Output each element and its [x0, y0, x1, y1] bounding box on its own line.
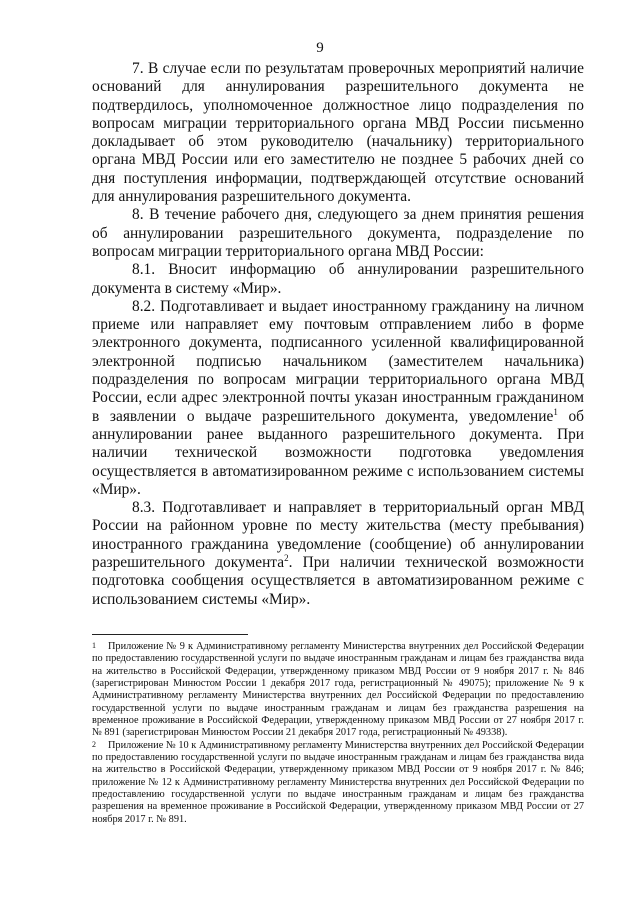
paragraph-8-3-text-b: . При наличии технической возможности подготовка сообщения осуществляется в автоматизированном режиме с использованием системы «Мир». — [92, 554, 584, 608]
document-body — [92, 60, 584, 609]
paragraph-8-2-text-b: об аннулировании ранее выданного разрешительного документа. При наличии технической возможности подготовка уведомления осуществляется в автоматизированном режиме с использованием системы «Мир». — [92, 407, 584, 498]
footnote-2 — [92, 740, 584, 826]
page-number: 9 — [316, 40, 324, 56]
footnote-1 — [92, 641, 584, 740]
paragraph-8: 8. В течение рабочего дня, следующего за днем принятия решения об аннулировании разрешительного документа, подразделение по вопросам миграции территориального органа МВД России: — [92, 206, 584, 260]
footnote-1-text: Приложение № 9 к Административному регламенту Министерства внутренних дел Российской Федерации по предоставлению государственной услуги по выдаче иностранным гражданам и лицам без гражданства вида на жительство в Российской Федерации, утвержденному приказом МВД России от 9 ноября 2017 г. № 846 (зарегистрирован Минюстом России 1 декабря 2017 года, регистрационный № 49075); приложение № 9 к Административному регламенту Министерства внутренних дел Российской Федерации по предоставлению государственной услуги по выдаче иностранным гражданам и лицам без гражданства разрешения на временное проживание в Российской Федерации, утвержденному приказом МВД России от 27 ноября 2017 г. № 891 (зарегистрирован Минюстом России 21 декабря 2017 года, регистрационный № 49338). — [92, 641, 584, 739]
footnote-separator — [92, 634, 248, 635]
footnote-ref-2: 2 — [284, 552, 289, 563]
paragraph-8-2-text-a: 8.2. Подготавливает и выдает иностранному гражданину на личном приеме или направляет ему почтовым отправлением либо в форме электронного документа, подписанного усиленной квалифицированной электронной подписью начальником (заместителем начальника) подразделения по вопросам миграции территориального органа МВД России, если адрес электронной почты указан иностранным гражданином в заявлении о выдаче разрешительного документа, уведомление — [92, 297, 584, 425]
paragraph-8-3 — [92, 499, 584, 609]
paragraph-8-2 — [92, 298, 584, 499]
footnote-2-text: Приложение № 10 к Административному регламенту Министерства внутренних дел Российской Федерации по предоставлению государственной услуги по выдаче иностранным гражданам и лицам без гражданства вида на жительство в Российской Федерации, утвержденному приказом МВД России от 9 ноября 2017 г. № 846; приложение № 12 к Административному регламенту Министерства внутренних дел Российской Федерации по предоставлению государственной услуги по выдаче иностранным гражданам и лицам без гражданства разрешения на временное проживание в Российской Федерации, утвержденному приказом МВД России от 27 ноября 2017 г. № 891. — [92, 739, 584, 825]
footnote-2-mark: 2 — [92, 739, 96, 749]
paragraph-8-1: 8.1. Вносит информацию об аннулировании разрешительного документа в систему «Мир». — [92, 261, 584, 297]
footnote-ref-1: 1 — [553, 406, 558, 417]
footnote-1-mark: 1 — [92, 641, 96, 650]
footnotes — [92, 641, 584, 826]
paragraph-8-3-text-a: 8.3. Подготавливает и направляет в территориальный орган МВД России на районном уровне по месту жительства (месту пребывания) иностранного гражданина уведомление (сообщение) об аннулировании разрешительного документа — [92, 499, 584, 572]
paragraph-7: 7. В случае если по результатам проверочных мероприятий наличие оснований для аннулирования разрешительного документа не подтвердилось, уполномоченное должностное лицо подразделения по вопросам миграции территориального органа МВД России письменно докладывает об этом руководителю (начальнику) территориального органа МВД России или его заместителю не позднее 5 рабочих дней со дня поступления информации, подтверждающей отсутствие оснований для аннулирования разрешительного документа. — [92, 60, 584, 206]
